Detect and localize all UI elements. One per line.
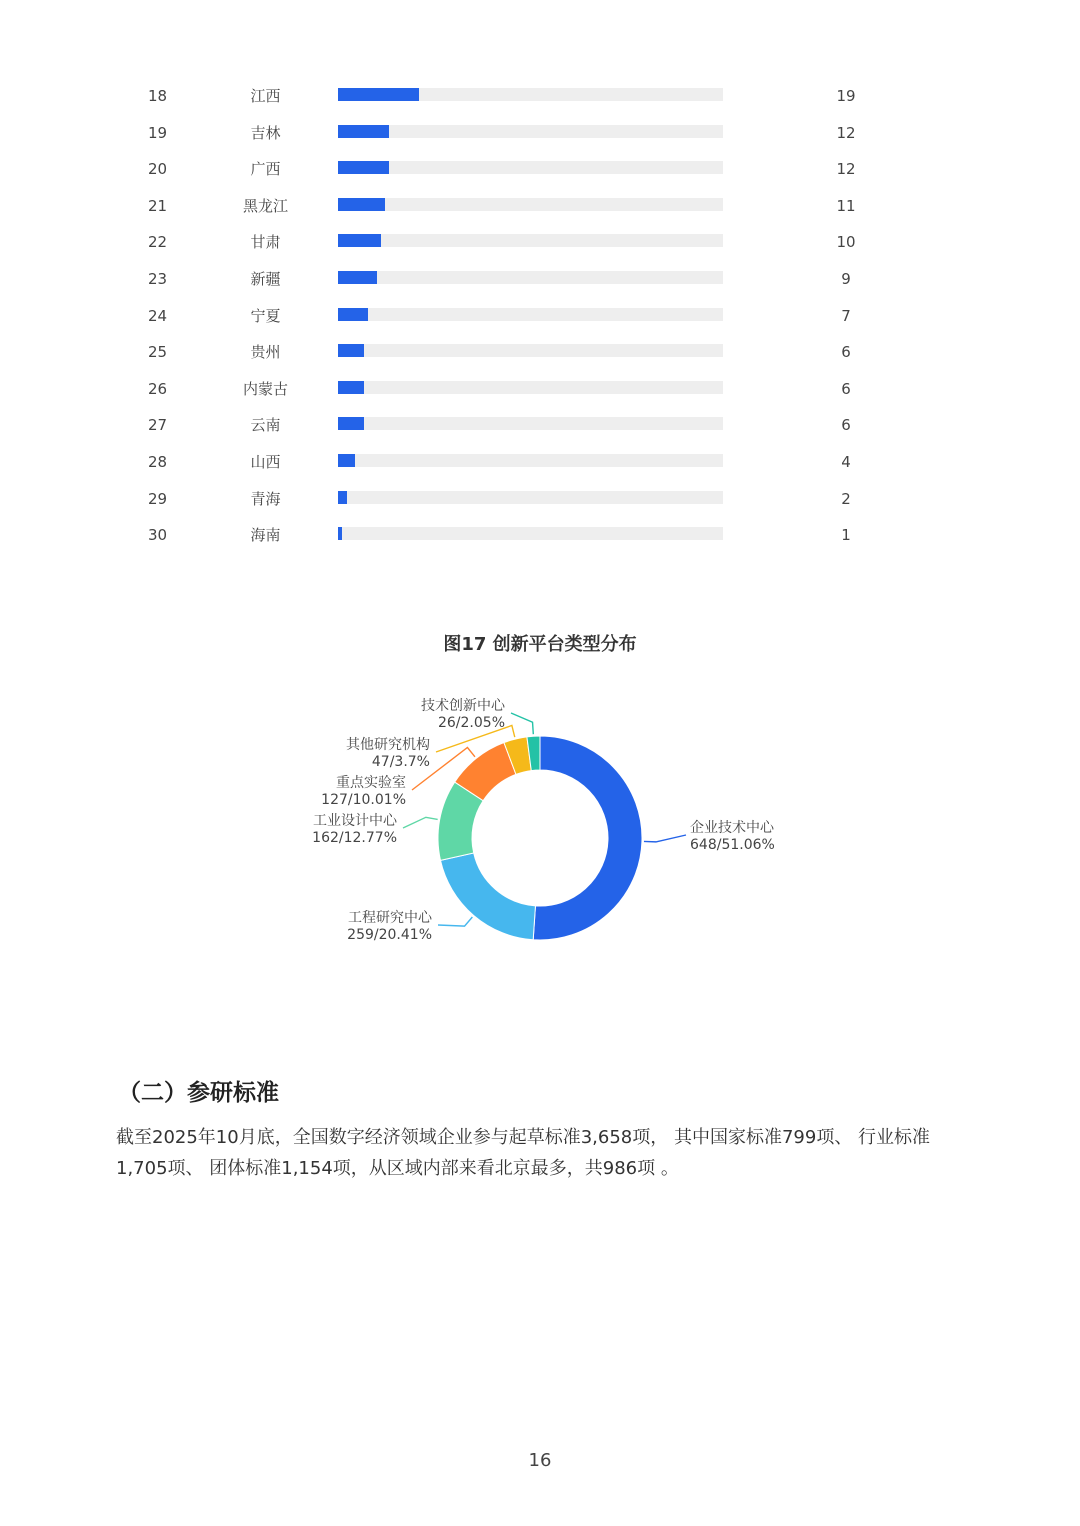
slice-value-label: 26/2.05% bbox=[437, 715, 505, 731]
bar-track bbox=[338, 271, 723, 284]
region-name: 贵州 bbox=[250, 343, 281, 362]
bar-track bbox=[338, 454, 723, 467]
bar-track bbox=[338, 417, 723, 430]
rank-number: 26 bbox=[148, 379, 168, 398]
count-value: 19 bbox=[836, 87, 856, 105]
bar-fill bbox=[338, 234, 381, 247]
section-paragraph bbox=[116, 1122, 976, 1184]
region-name: 新疆 bbox=[250, 270, 281, 288]
slice-name-label: 重点实验室 bbox=[336, 775, 406, 791]
region-name: 山西 bbox=[250, 453, 281, 471]
ranking-row bbox=[0, 159, 1080, 195]
count-value: 12 bbox=[836, 160, 856, 179]
slice-name-label: 其他研究机构 bbox=[346, 737, 430, 753]
slice-name-label: 工程研究中心 bbox=[348, 910, 432, 926]
label-leader-line bbox=[644, 835, 686, 842]
donut-slice bbox=[533, 736, 642, 940]
region-name: 云南 bbox=[250, 416, 281, 435]
bar-fill bbox=[338, 271, 377, 284]
ranking-row bbox=[0, 525, 1080, 561]
count-value: 6 bbox=[841, 379, 851, 398]
ranking-row bbox=[0, 342, 1080, 378]
figure-title: 图17 创新平台类型分布 bbox=[443, 634, 637, 655]
bar-track bbox=[338, 234, 723, 247]
count-value: 1 bbox=[841, 526, 851, 545]
region-name: 宁夏 bbox=[250, 306, 281, 325]
label-leader-line bbox=[403, 817, 438, 828]
count-value: 9 bbox=[841, 270, 851, 288]
ranking-row bbox=[0, 269, 1080, 305]
paragraph-line: 1,705项、 团体标准1,154项，从区域内部来看北京最多，共986项 。 bbox=[116, 1158, 679, 1179]
bar-fill bbox=[338, 344, 364, 357]
rank-number: 24 bbox=[148, 306, 168, 325]
rank-number: 28 bbox=[148, 453, 168, 471]
slice-value-label: 648/51.06% bbox=[690, 837, 775, 853]
bar-fill bbox=[338, 198, 385, 211]
rank-number: 25 bbox=[148, 343, 168, 362]
ranking-row bbox=[0, 123, 1080, 159]
bar-track bbox=[338, 308, 723, 321]
count-value: 6 bbox=[841, 343, 851, 362]
slice-name-label: 企业技术中心 bbox=[690, 820, 774, 836]
rank-number: 30 bbox=[148, 526, 168, 545]
bar-track bbox=[338, 491, 723, 504]
count-value: 12 bbox=[836, 123, 856, 142]
region-name: 江西 bbox=[250, 87, 281, 105]
label-leader-line bbox=[438, 917, 472, 926]
region-name: 内蒙古 bbox=[242, 379, 288, 398]
bar-track bbox=[338, 88, 723, 101]
rank-number: 18 bbox=[148, 87, 168, 105]
region-name: 吉林 bbox=[250, 123, 281, 142]
rank-number: 21 bbox=[148, 196, 168, 215]
slice-value-label: 47/3.7% bbox=[371, 754, 430, 770]
count-value: 4 bbox=[841, 453, 851, 471]
label-leader-line bbox=[511, 713, 533, 734]
bar-fill bbox=[338, 88, 419, 101]
region-name: 青海 bbox=[250, 489, 281, 508]
section-heading: （二）参研标准 bbox=[118, 1080, 279, 1106]
bar-fill bbox=[338, 125, 389, 138]
donut-chart bbox=[0, 680, 1080, 980]
bar-track bbox=[338, 527, 723, 540]
rank-number: 23 bbox=[148, 270, 168, 288]
bar-fill bbox=[338, 161, 389, 174]
count-value: 10 bbox=[836, 233, 856, 252]
ranking-row bbox=[0, 415, 1080, 451]
ranking-row bbox=[0, 232, 1080, 268]
bar-track bbox=[338, 161, 723, 174]
count-value: 7 bbox=[841, 306, 851, 325]
rank-number: 29 bbox=[148, 489, 168, 508]
count-value: 6 bbox=[841, 416, 851, 435]
slice-value-label: 259/20.41% bbox=[347, 927, 432, 943]
slice-value-label: 162/12.77% bbox=[312, 830, 397, 846]
count-value: 2 bbox=[841, 489, 851, 508]
region-name: 甘肃 bbox=[250, 233, 281, 252]
rank-number: 27 bbox=[148, 416, 168, 435]
ranking-row bbox=[0, 306, 1080, 342]
ranking-row bbox=[0, 452, 1080, 488]
bar-track bbox=[338, 198, 723, 211]
region-name: 海南 bbox=[250, 526, 281, 545]
rank-number: 22 bbox=[148, 233, 168, 252]
bar-fill bbox=[338, 308, 368, 321]
bar-fill bbox=[338, 527, 342, 540]
bar-fill bbox=[338, 381, 364, 394]
slice-value-label: 127/10.01% bbox=[321, 792, 406, 808]
rank-number: 19 bbox=[148, 123, 168, 142]
rank-number: 20 bbox=[148, 160, 168, 179]
ranking-row bbox=[0, 196, 1080, 232]
page-number: 16 bbox=[528, 1450, 552, 1471]
count-value: 11 bbox=[836, 196, 856, 215]
region-name: 黑龙江 bbox=[242, 196, 288, 215]
ranking-row bbox=[0, 489, 1080, 525]
ranking-row bbox=[0, 86, 1080, 122]
bar-track bbox=[338, 381, 723, 394]
bar-fill bbox=[338, 491, 347, 504]
paragraph-line: 截至2025年10月底，全国数字经济领域企业参与起草标准3,658项， 其中国家标准799项、 行业标准 bbox=[116, 1127, 931, 1148]
donut-slice bbox=[440, 853, 535, 940]
bar-fill bbox=[338, 417, 364, 430]
slice-name-label: 技术创新中心 bbox=[421, 698, 505, 714]
bar-fill bbox=[338, 454, 355, 467]
ranking-row bbox=[0, 379, 1080, 415]
region-name: 广西 bbox=[250, 160, 281, 179]
slice-name-label: 工业设计中心 bbox=[313, 813, 397, 829]
bar-track bbox=[338, 125, 723, 138]
bar-track bbox=[338, 344, 723, 357]
